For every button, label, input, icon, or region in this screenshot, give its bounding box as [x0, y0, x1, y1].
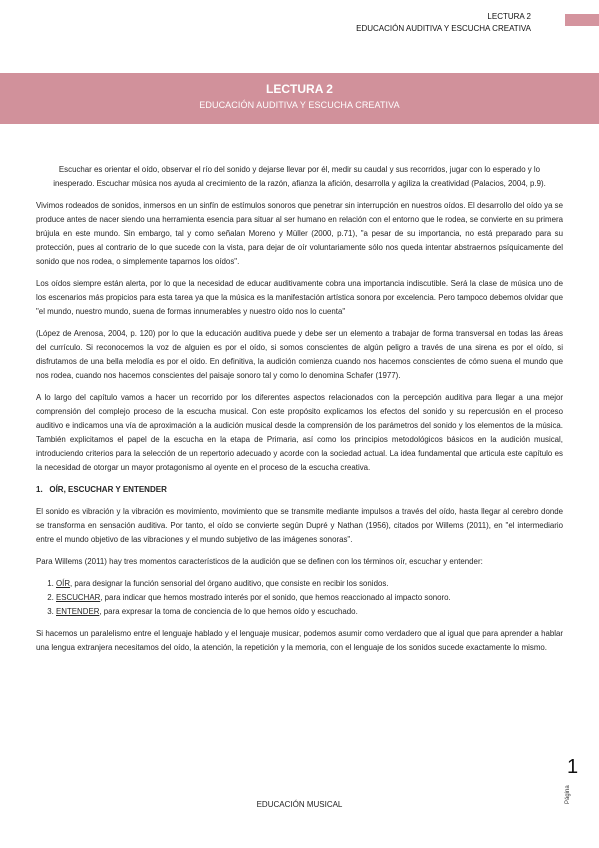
- paragraph: A lo largo del capítulo vamos a hacer un recorrido por los diferentes aspectos relacionados con la percepción auditiva para llegar a una mejor comprensión del complejo proceso de la escucha musical. Con este propósito explicamos los efectos del sonido y su repercusión en el proceso auditivo e indicamos una vía de aproximación a la audición musical desde la comprensión de los parámetros del sonido y los elementos de la música. También explicitamos el papel de la escucha en la etapa de Primaria, así como los principios metodológicos básicos en la audición musical, introduciendo criterios para la selección de un repertorio adecuado y acorde con la sociedad actual. La idea fundamental que articula este capítulo es la necesidad de otorgar un mayor protagonismo al oyente en el proceso de la escucha creativa.: [36, 393, 563, 472]
- intro-quote: Escuchar es orientar el oído, observar el río del sonido y dejarse llevar por él, medir su caudal y sus recorridos, jugar con lo esperado y lo inesperado. Escuchar música nos ayuda al crecimiento de la razón, afianza la afición, desarrolla y agiliza la creatividad (Palacios, 2004, p.9).: [53, 165, 546, 188]
- footer-text: EDUCACIÓN MUSICAL: [256, 800, 343, 809]
- page-number: [565, 756, 585, 826]
- section-number: 1.: [36, 485, 43, 494]
- section-heading: [36, 483, 563, 497]
- banner-subtitle: EDUCACIÓN AUDITIVA Y ESCUCHA CREATIVA: [199, 100, 400, 110]
- paragraph: Vivimos rodeados de sonidos, inmersos en un sinfín de estímulos sonoros que penetrar sin interrupción en nuestros oídos. El desarrollo del oído ya se produce antes de nacer siendo una herramienta esencia para situar al ser humano en relación con el entorno que le rodea, se convierte en su primera brújula en este mundo. Sin embargo, tal y como señalan Moreno y Müller (2000, p.71), "a pesar de su importancia, no está preparado para su protección, pues al contrario de lo que sucede con la vista, para dejar de oír voluntariamente sólo nos queda intentar abstraernos psíquicamente del sonido que nos rodea, o simplemente taparnos los oídos".: [36, 201, 563, 266]
- paragraph: Para Willems (2011) hay tres momentos característicos de la audición que se definen con los términos oír, escuchar y entender:: [36, 557, 483, 566]
- paragraph: Si hacemos un paralelismo entre el lenguaje hablado y el lenguaje musicar, podemos asumir como verdadero que al igual que para aprender a hablar una lengua extranjera necesitamos del oído, la atención, la repetición y la memoria, con el lenguaje de los sonidos sucede exactamente lo mismo.: [36, 629, 563, 652]
- document-body: [36, 163, 563, 663]
- list-text: , para indicar que hemos mostrado interés por el sonido, que hemos reaccionado al impacto sonoro.: [100, 593, 451, 602]
- list-item: [56, 591, 563, 605]
- paragraph: Los oídos siempre están alerta, por lo que la necesidad de educar auditivamente cobra una importancia indiscutible. Será la clase de música uno de los escenarios más propicios para esta tarea ya que la música es la manifestación artística sonora por excelencia. Pero tampoco debemos olvidar que "el mundo, nuestro mundo, suena de formas innumerables y nuestro oído nos lo cuenta": [36, 279, 563, 316]
- running-header-line1: LECTURA 2: [487, 12, 531, 21]
- page-label: Página: [565, 785, 571, 804]
- paragraph: El sonido es vibración y la vibración es movimiento, movimiento que se transmite mediante impulsos a través del oído, hasta llegar al cerebro donde se transforma en sensación auditiva. Por tanto, el oído se convierte según Dupré y Nathan (1956), citados por Willems (2011), en "el intermediario entre el mundo objetivo de las vibraciones y el mundo subjetivo de las imágenes sonoras".: [36, 507, 563, 544]
- list-term: OÍR: [56, 579, 71, 588]
- terms-list: [36, 577, 563, 619]
- list-text: , para designar la función sensorial del órgano auditivo, que consiste en recibir los sonidos.: [70, 579, 389, 588]
- title-banner: [0, 73, 599, 124]
- header-accent-tab: [565, 14, 599, 26]
- page-number-value: 1: [567, 756, 579, 778]
- running-header-line2: EDUCACIÓN AUDITIVA Y ESCUCHA CREATIVA: [356, 24, 531, 33]
- list-term: ESCUCHAR: [56, 593, 101, 602]
- list-item: [56, 577, 563, 591]
- running-header: [356, 11, 531, 35]
- list-text: , para expresar la toma de conciencia de lo que hemos oído y escuchado.: [99, 607, 358, 616]
- section-title: OÍR, ESCUCHAR Y ENTENDER: [49, 485, 167, 494]
- banner-title: LECTURA 2: [266, 82, 333, 96]
- list-item: [56, 605, 563, 619]
- paragraph: (López de Arenosa, 2004, p. 120) por lo que la educación auditiva puede y debe ser un elemento a trabajar de forma transversal en todas las áreas del currículo. Si reconocemos la voz de alguien es por el oído, si somos conscientes de algún peligro a través de una sirena es por el oído, si disfrutamos de una bella melodía es por el oído. En definitiva, la audición comienza cuando nos hacemos conscientes de cómo suena el mundo que nos rodea, cuando nos hacemos conscientes del paisaje sonoro tal y como lo denomina Schafer (1977).: [36, 329, 563, 380]
- list-term: ENTENDER: [56, 607, 100, 616]
